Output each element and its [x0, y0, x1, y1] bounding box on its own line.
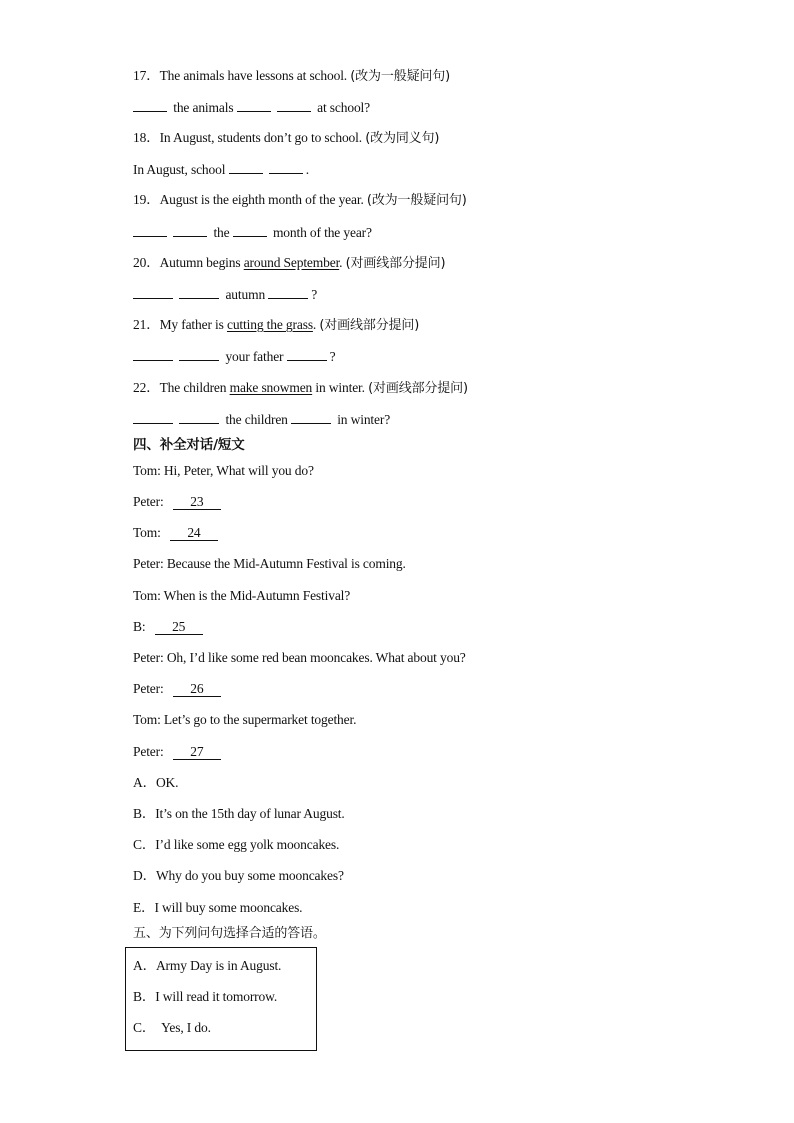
- question-text: .: [312, 317, 320, 332]
- dialog-line: Tom: Let’s go to the supermarket together.: [133, 712, 357, 727]
- instruction-note: (对画线部分提问): [345, 256, 446, 271]
- blank-field[interactable]: [133, 410, 173, 424]
- dialog-line: [133, 493, 221, 511]
- speaker-label: Tom:: [133, 525, 164, 540]
- question-number: 20．: [133, 255, 160, 270]
- blank-field[interactable]: [233, 223, 267, 237]
- dialog-line: Tom: Hi, Peter, What will you do?: [133, 463, 314, 478]
- instruction-note: (改为一般疑问句): [366, 193, 467, 208]
- speaker-label: Peter:: [133, 681, 167, 696]
- question-number: 17．: [133, 68, 160, 83]
- blank-field[interactable]: [133, 347, 173, 361]
- dialog-line: [133, 524, 218, 542]
- dialog-line: Peter: Oh, I’d like some red bean mooncakes. What about you?: [133, 650, 466, 665]
- answer-line-22: [133, 410, 390, 429]
- instruction-note: (改为同义句): [365, 131, 440, 146]
- question-number: 18．: [133, 130, 160, 145]
- dialog-line: Peter: Because the Mid-Autumn Festival is coming.: [133, 556, 406, 571]
- option-item: E．I will buy some mooncakes.: [133, 900, 303, 915]
- option-item: B．I will read it tomorrow.: [133, 989, 278, 1004]
- underlined-phrase: cutting the grass: [226, 317, 313, 332]
- answer-text: .: [305, 162, 310, 177]
- question-text: In August, students don’t go to school.: [159, 130, 366, 145]
- answer-blank[interactable]: 25: [155, 620, 203, 635]
- question-18: [133, 129, 439, 148]
- blank-field[interactable]: [179, 410, 219, 424]
- answer-text: in winter?: [333, 412, 391, 427]
- answer-text: autumn: [222, 287, 269, 302]
- blank-field[interactable]: [237, 98, 271, 112]
- question-text: Autumn begins: [159, 255, 244, 270]
- answer-blank[interactable]: 26: [173, 682, 221, 697]
- question-text: My father is: [159, 317, 227, 332]
- blank-field[interactable]: [287, 347, 327, 361]
- answer-line-17: [133, 98, 370, 117]
- speaker-label: Peter:: [133, 494, 167, 509]
- question-text: August is the eighth month of the year.: [159, 192, 367, 207]
- blank-field[interactable]: [133, 98, 167, 112]
- answer-blank[interactable]: 27: [173, 745, 221, 760]
- answer-text: your father: [222, 349, 287, 364]
- section-heading-5: 五、为下列问句选择合适的答语。: [133, 926, 326, 941]
- option-item: A．OK.: [133, 775, 179, 790]
- answer-blank[interactable]: 24: [170, 526, 218, 541]
- question-number: 22．: [133, 380, 160, 395]
- dialog-line: Tom: When is the Mid-Autumn Festival?: [133, 588, 351, 603]
- blank-field[interactable]: [179, 285, 219, 299]
- answer-line-19: [133, 223, 372, 242]
- question-20: [133, 254, 445, 273]
- option-item: A．Army Day is in August.: [133, 958, 282, 973]
- blank-field[interactable]: [133, 285, 173, 299]
- question-text: The children: [159, 380, 230, 395]
- question-text: .: [339, 255, 346, 270]
- answer-text: at school?: [313, 100, 370, 115]
- speaker-label: Peter:: [133, 744, 167, 759]
- question-text: The animals have lessons at school.: [159, 68, 351, 83]
- question-17: [133, 67, 450, 86]
- option-item: C． Yes, I do.: [133, 1020, 211, 1035]
- speaker-label: B:: [133, 619, 149, 634]
- blank-field[interactable]: [173, 223, 207, 237]
- question-number: 19．: [133, 192, 160, 207]
- option-item: D．Why do you buy some mooncakes?: [133, 868, 344, 883]
- underlined-phrase: make snowmen: [229, 380, 313, 395]
- option-item: B．It’s on the 15th day of lunar August.: [133, 806, 345, 821]
- blank-field[interactable]: [229, 160, 263, 174]
- instruction-note: (改为一般疑问句): [350, 69, 451, 84]
- blank-field[interactable]: [179, 347, 219, 361]
- underlined-phrase: around September: [243, 255, 340, 270]
- answer-line-20: [133, 285, 317, 304]
- answer-line-18: [133, 160, 309, 179]
- question-text: in winter.: [312, 380, 369, 395]
- option-item: C．I’d like some egg yolk mooncakes.: [133, 837, 340, 852]
- answer-blank[interactable]: 23: [173, 495, 221, 510]
- instruction-note: (对画线部分提问): [368, 381, 468, 396]
- answer-line-21: [133, 347, 335, 366]
- blank-field[interactable]: [277, 98, 311, 112]
- question-19: [133, 191, 467, 210]
- blank-field[interactable]: [291, 410, 331, 424]
- question-number: 21．: [133, 317, 160, 332]
- instruction-note: (对画线部分提问): [319, 318, 420, 333]
- question-21: [133, 316, 419, 335]
- answer-text: In August, school: [133, 162, 229, 177]
- dialog-line: [133, 680, 221, 698]
- answer-text: ?: [311, 287, 318, 302]
- answer-text: the: [210, 225, 233, 240]
- blank-field[interactable]: [133, 223, 167, 237]
- blank-field[interactable]: [268, 285, 308, 299]
- blank-field[interactable]: [269, 160, 303, 174]
- dialog-line: [133, 743, 221, 761]
- answer-text: the children: [222, 412, 291, 427]
- answer-text: month of the year?: [269, 225, 372, 240]
- answer-text: the animals: [170, 100, 237, 115]
- dialog-line: [133, 618, 203, 636]
- question-22: [133, 379, 468, 398]
- answer-text: ?: [329, 349, 336, 364]
- section-heading-4: 四、补全对话/短文: [133, 437, 245, 453]
